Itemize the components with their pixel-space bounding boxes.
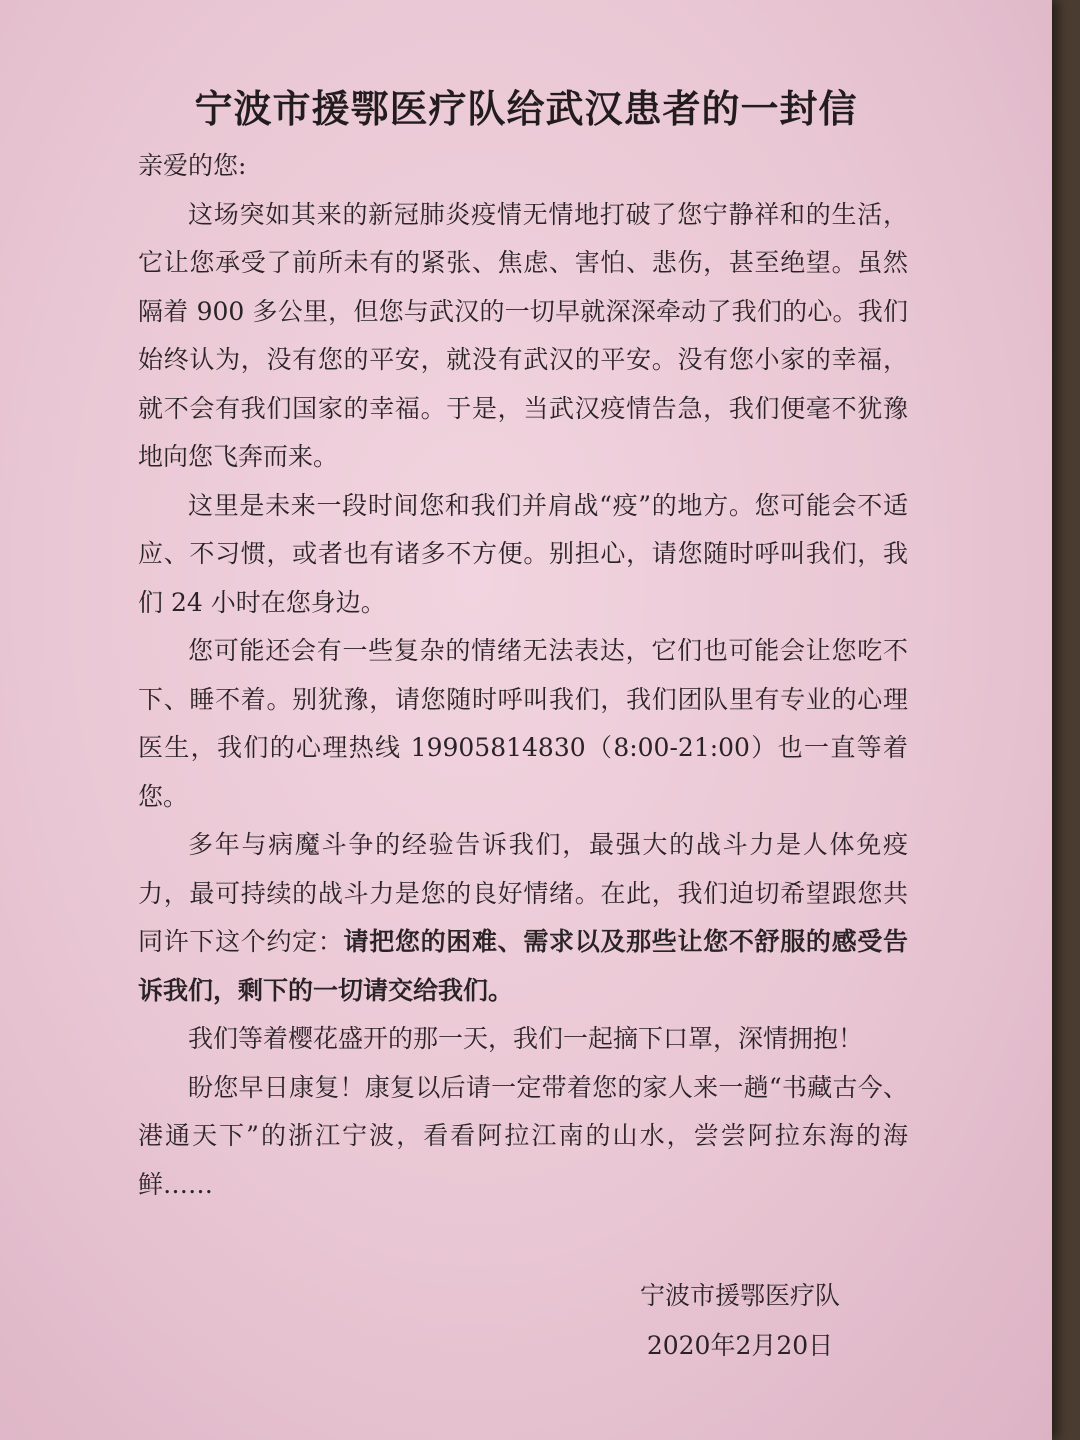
letter-title: 宁波市援鄂医疗队给武汉患者的一封信 xyxy=(194,87,858,131)
paragraph-5: 我们等着樱花盛开的那一天，我们一起摘下口罩，深情拥抱！ xyxy=(188,1024,864,1053)
paragraph-4-emphasis: 请把您的困难、需求以及那些让您不舒服的感受告诉我们，剩下的一切请交给我们。 xyxy=(138,927,908,1005)
signature-organization: 宁波市援鄂医疗队 xyxy=(639,1281,840,1310)
salutation: 亲爱的您: xyxy=(138,151,247,180)
letter-body xyxy=(138,142,908,1209)
paragraph-4 xyxy=(138,821,908,1015)
paragraph-4-text: 多年与病魔斗争的经验告诉我们，最强大的战斗力是人体免疫力，最可持续的战斗力是您的良好情绪。在此，我们迫切希望跟您共同许下这个约定： xyxy=(138,830,908,956)
paragraph-1: 这场突如其来的新冠肺炎疫情无情地打破了您宁静祥和的生活，它让您承受了前所未有的紧张、焦虑、害怕、悲伤，甚至绝望。虽然隔着 900 多公里，但您与武汉的一切早就深深牵动了我们的心。我们始终认为，没有您的平安，就没有武汉的平安。没有您小家的幸福，就不会有我们国家的幸福。于是，当武汉疫情告急，我们便毫不犹豫地向您飞奔而来。 xyxy=(138,199,908,471)
signature-date: 2020年2月20日 xyxy=(646,1331,834,1360)
paragraph-6: 盼您早日康复！康复以后请一定带着您的家人来一趟“书藏古今、港通天下”的浙江宁波，看看阿拉江南的山水，尝尝阿拉东海的海鲜…… xyxy=(138,1072,908,1199)
paragraph-2: 这里是未来一段时间您和我们并肩战“疫”的地方。您可能会不适应、不习惯，或者也有诸多不方便。别担心，请您随时呼叫我们，我们 24 小时在您身边。 xyxy=(138,490,908,617)
paragraph-3: 您可能还会有一些复杂的情绪无法表达，它们也可能会让您吃不下、睡不着。别犹豫，请您随时呼叫我们，我们团队里有专业的心理医生，我们的心理热线 19905814830（8:00-21:00）也一直等着您。 xyxy=(138,636,908,811)
